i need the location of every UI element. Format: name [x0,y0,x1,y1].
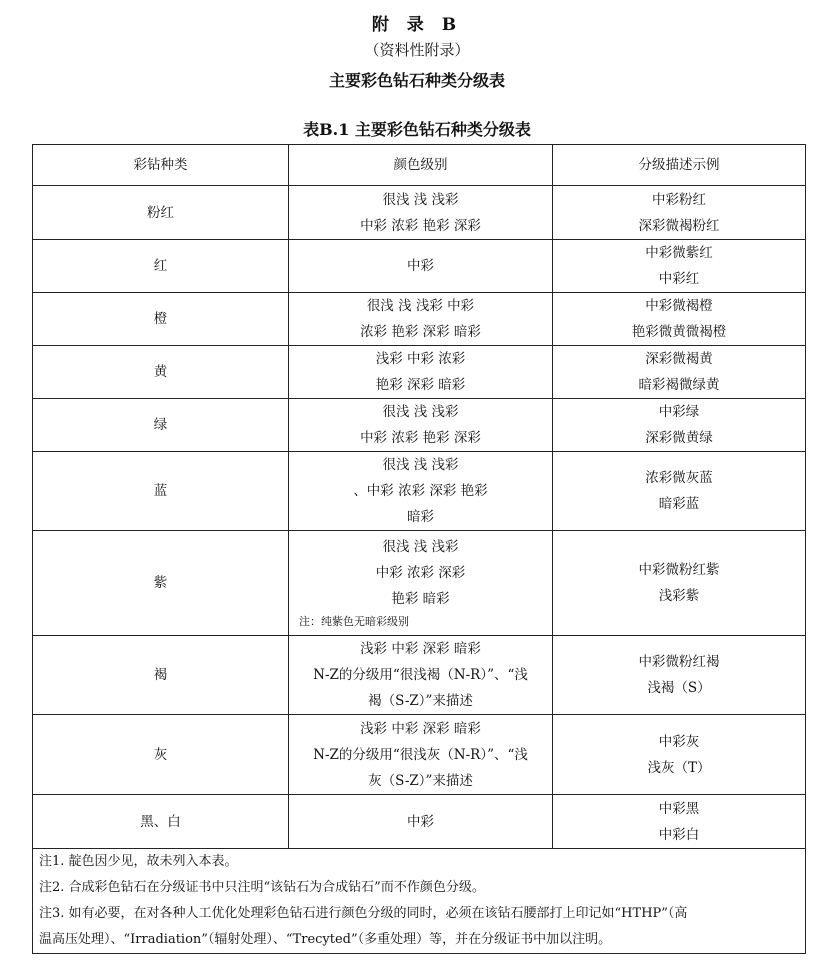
table-row [33,715,806,795]
cell-color-grades [289,293,553,346]
color-grade-line: 暗彩 [407,509,434,525]
color-grade-line: 褐（S-Z）”来描述 [368,693,473,709]
cell-diamond-type: 紫 [33,531,289,636]
color-grade-line: 灰（S-Z）”来描述 [368,772,473,789]
color-grade-line: 中彩 [407,813,434,830]
color-grade-line: 浅彩 中彩 深彩 暗彩 [360,641,481,657]
header-diamond-type: 彩钻种类 [33,145,289,186]
cell-color-grades [289,715,553,795]
color-grade-line: 艳彩 深彩 暗彩 [375,377,466,393]
description-example-line: 暗彩蓝 [658,496,700,512]
color-grade-line: 、中彩 浓彩 深彩 艳彩 [353,483,488,499]
description-example-line: 浅彩紫 [658,588,700,604]
cell-description-examples [553,452,806,531]
cell-diamond-type: 黄 [33,346,289,399]
description-example-line: 深彩微褐粉红 [638,217,720,234]
cell-color-grades [289,452,553,531]
header-color-grade: 颜色级别 [289,145,553,186]
table-row [33,795,806,849]
table-row [33,399,806,452]
color-grade-line: 中彩 [407,258,434,274]
table-caption: 表B.1 主要彩色钻石种类分级表 [303,120,531,139]
grading-table [32,144,806,954]
description-example-line: 中彩微紫红 [645,245,713,261]
color-grade-line: 中彩 浓彩 艳彩 深彩 [360,430,481,446]
note-line: 温高压处理）、“Irradiation”（辐射处理）、“Trecyted”（多重处理）等，并在分级证书中加以注明。 [39,932,612,947]
color-grade-line: N-Z的分级用“很浅灰（N-R）”、“浅 [313,746,528,763]
cell-color-grades [289,346,553,399]
header-description-example: 分级描述示例 [553,145,806,186]
description-example-line: 中彩白 [658,826,700,843]
cell-color-grades [289,240,553,293]
annex-title: 附 录 B [371,15,463,35]
cell-description-examples [553,636,806,715]
table-notes [33,849,806,954]
color-grade-line: 中彩 浓彩 艳彩 深彩 [360,217,481,234]
description-example-line: 浓彩微灰蓝 [645,470,713,486]
color-grade-line: 很浅 浅 浅彩 [382,404,459,420]
description-example-line: 深彩微褐黄 [645,351,713,367]
cell-color-grades [289,399,553,452]
cell-diamond-type: 褐 [33,636,289,715]
description-example-line: 中彩红 [658,271,700,287]
notes-row [33,849,806,954]
description-example-line: 中彩微褐橙 [645,298,713,314]
cell-color-grades [289,186,553,240]
grade-note: 注：纯紫色无暗彩级别 [299,615,409,628]
description-example-line: 浅灰（T） [647,759,711,776]
color-grade-line: 浓彩 艳彩 深彩 暗彩 [360,324,481,340]
description-example-line: 中彩微粉红紫 [638,562,720,578]
description-example-line: 深彩微黄绿 [645,430,713,446]
cell-description-examples [553,715,806,795]
description-example-line: 暗彩褐微绿黄 [638,377,720,393]
table-row [33,636,806,715]
note-line: 注3. 如有必要，在对各种人工优化处理彩色钻石进行颜色分级的同时，必须在该钻石腰部打上印记如“HTHP”（高 [39,906,688,921]
description-example-line: 浅褐（S） [647,680,711,696]
annex-type: （资料性附录） [364,41,470,59]
color-grade-line: 很浅 浅 浅彩 [382,539,459,555]
table-row [33,186,806,240]
description-example-line: 中彩黑 [658,800,700,817]
color-grade-line: 浅彩 中彩 浓彩 [375,351,466,367]
cell-diamond-type: 绿 [33,399,289,452]
color-grade-line: 很浅 浅 浅彩 [382,191,459,208]
description-example-line: 中彩粉红 [652,191,706,208]
description-example-line: 中彩灰 [658,733,700,750]
cell-diamond-type: 灰 [33,715,289,795]
cell-diamond-type: 红 [33,240,289,293]
color-grade-line: 浅彩 中彩 深彩 暗彩 [360,720,481,737]
cell-description-examples [553,531,806,636]
table-row [33,452,806,531]
cell-diamond-type: 蓝 [33,452,289,531]
cell-color-grades [289,636,553,715]
cell-color-grades [289,795,553,849]
description-example-line: 艳彩微黄微褐橙 [631,324,727,340]
table-row [33,293,806,346]
table-row [33,346,806,399]
note-line: 注2. 合成彩色钻石在分级证书中只注明“该钻石为合成钻石”而不作颜色分级。 [39,880,485,895]
cell-description-examples [553,399,806,452]
color-grade-line: 很浅 浅 浅彩 中彩 [366,298,475,314]
table-row [33,240,806,293]
table-row [33,531,806,636]
color-grade-line: 艳彩 暗彩 [391,591,450,607]
color-grade-line: N-Z的分级用“很浅褐（N-R）”、“浅 [313,667,528,683]
color-grade-line: 很浅 浅 浅彩 [382,457,459,473]
cell-diamond-type: 粉红 [33,186,289,240]
annex-heading: 主要彩色钻石种类分级表 [328,71,505,90]
table-header-row [33,145,806,186]
color-grade-line: 中彩 浓彩 深彩 [375,565,466,581]
cell-description-examples [553,186,806,240]
cell-diamond-type: 黑、白 [33,795,289,849]
cell-description-examples [553,346,806,399]
cell-color-grades [289,531,553,636]
note-line: 注1. 靛色因少见，故未列入本表。 [39,854,238,869]
cell-description-examples [553,293,806,346]
description-example-line: 中彩微粉红褐 [638,654,720,670]
description-example-line: 中彩绿 [658,404,700,420]
cell-diamond-type: 橙 [33,293,289,346]
cell-description-examples [553,795,806,849]
cell-description-examples [553,240,806,293]
